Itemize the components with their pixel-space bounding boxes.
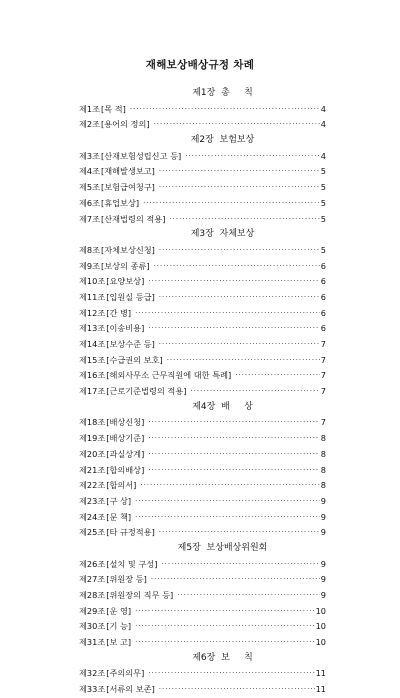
article-number: 제2조 [79, 119, 101, 130]
article-title: [배상기준] [106, 433, 145, 444]
toc-entry[interactable] [79, 557, 326, 573]
toc-entry[interactable] [79, 666, 326, 682]
dot-leader [135, 619, 315, 635]
article-number: 제5조 [79, 182, 101, 193]
article-title: [용어의 정의] [101, 119, 150, 130]
article-title: [설치 및 구성] [106, 558, 158, 569]
page-number: 5 [320, 213, 326, 224]
dot-leader [135, 635, 315, 651]
dot-leader [159, 180, 320, 196]
dot-leader [148, 274, 320, 290]
article-title: [수급권의 보호] [106, 354, 163, 365]
toc-entry[interactable] [79, 384, 326, 400]
page-number: 6 [320, 291, 326, 302]
chapter-heading: 제4장 배 상 [192, 401, 253, 412]
dot-leader [148, 463, 320, 479]
article-title: [보 고] [106, 637, 132, 648]
page-number: 7 [320, 370, 326, 381]
article-title: [운 영] [106, 605, 132, 616]
article-number: 제6조 [79, 197, 101, 208]
article-number: 제32조 [79, 668, 106, 679]
article-number: 제12조 [79, 307, 106, 318]
article-title: [목 적] [101, 103, 126, 114]
article-number: 제30조 [79, 621, 106, 632]
article-number: 제17조 [79, 386, 106, 397]
toc-entry[interactable] [79, 572, 326, 588]
dot-leader [167, 353, 320, 369]
article-number: 제33조 [79, 684, 106, 695]
article-number: 제18조 [79, 417, 106, 428]
page-number: 9 [320, 527, 326, 538]
article-number: 제27조 [79, 574, 106, 585]
article-number: 제14조 [79, 339, 106, 349]
article-title: [보험급여청구] [101, 182, 155, 193]
article-number: 제1조 [79, 103, 101, 114]
document-title: 재해보상배상규정 차례 [145, 59, 255, 71]
toc-entry[interactable] [79, 604, 326, 620]
page-number: 8 [320, 448, 326, 459]
article-number: 제13조 [79, 323, 106, 334]
article-number: 제16조 [79, 370, 106, 381]
article-number: 제22조 [79, 480, 106, 491]
toc-entry[interactable] [79, 525, 326, 541]
dot-leader [154, 117, 320, 133]
dot-leader [159, 243, 320, 259]
article-number: 제8조 [79, 244, 101, 255]
dot-leader [148, 431, 320, 447]
article-title: [산재보험성립신고 등] [101, 150, 182, 161]
toc-entry[interactable] [79, 510, 326, 526]
dot-leader [151, 572, 320, 588]
page-number: 7 [320, 386, 326, 397]
page-number: 8 [320, 433, 326, 444]
article-title: [주의의무] [106, 668, 145, 679]
page-number: 11 [315, 668, 326, 679]
article-title: [보상의 종류] [101, 260, 150, 271]
toc-entry[interactable] [79, 353, 326, 369]
toc-entry[interactable] [79, 212, 326, 228]
article-title: [위원장 등] [106, 574, 147, 585]
dot-leader [169, 212, 319, 228]
page-number: 8 [320, 464, 326, 475]
toc-entry[interactable] [79, 321, 326, 337]
page-number: 9 [320, 574, 326, 585]
article-number: 제10조 [79, 276, 106, 287]
chapter-heading: 제1장 총 칙 [192, 88, 253, 98]
page-number: 5 [320, 166, 326, 177]
page-number: 10 [315, 605, 326, 616]
dot-leader [130, 102, 320, 118]
dot-leader [148, 447, 320, 463]
article-title: [자체보상신청] [101, 244, 155, 255]
toc-entry[interactable] [79, 619, 326, 635]
toc-entry[interactable] [79, 478, 326, 494]
article-number: 제25조 [79, 527, 106, 538]
article-number: 제4조 [79, 166, 101, 177]
toc-entry[interactable] [79, 494, 326, 510]
article-number: 제24조 [79, 511, 106, 522]
page-number: 8 [320, 480, 326, 491]
page-number: 6 [320, 323, 326, 334]
article-title: [이송비용] [106, 323, 145, 334]
article-title: [간 병] [106, 307, 132, 318]
article-title: [타 규정적용] [106, 527, 155, 538]
article-number: 제11조 [79, 291, 106, 302]
article-number: 제26조 [79, 558, 106, 569]
table-of-contents [79, 86, 326, 698]
page-number: 4 [320, 150, 326, 161]
page-number: 9 [320, 495, 326, 506]
article-title: [해외사무소 근무직원에 대한 특례] [106, 370, 232, 381]
chapter-heading: 제5장 보상배상위원회 [177, 542, 268, 553]
toc-entry[interactable] [79, 368, 326, 384]
toc-entry[interactable] [79, 102, 326, 118]
toc-entry[interactable] [79, 259, 326, 275]
article-title: [합의서] [106, 480, 137, 491]
article-title: [근로기준법령의 적용] [106, 386, 187, 397]
page-number: 10 [315, 621, 326, 632]
article-title: [문 책] [106, 511, 132, 522]
page-number: 7 [320, 354, 326, 365]
toc-entry[interactable] [79, 149, 326, 165]
page-number: 10 [315, 637, 326, 648]
dot-leader [148, 415, 320, 431]
toc-entry[interactable] [79, 290, 326, 306]
toc-entry[interactable] [79, 463, 326, 479]
page-number: 5 [320, 182, 326, 193]
dot-leader [159, 290, 320, 306]
article-title: [요양보상] [106, 276, 145, 287]
dot-leader [235, 368, 320, 384]
page-number: 6 [320, 276, 326, 287]
article-title: [서류의 보존] [106, 684, 155, 695]
page-number: 11 [315, 684, 326, 695]
toc-entry[interactable] [79, 415, 326, 431]
page-number: 5 [320, 244, 326, 255]
dot-leader [148, 666, 314, 682]
dot-leader [154, 259, 320, 275]
toc-entry[interactable] [79, 588, 326, 604]
dot-leader [159, 682, 315, 698]
article-number: 제21조 [79, 464, 106, 475]
dot-leader [135, 510, 320, 526]
article-number: 제19조 [79, 433, 106, 444]
dot-leader [159, 337, 320, 353]
dot-leader [190, 384, 319, 400]
dot-leader [159, 164, 320, 180]
article-number: 제9조 [79, 260, 101, 271]
article-number: 제3조 [79, 150, 101, 161]
article-number: 제31조 [79, 637, 106, 648]
dot-leader [177, 588, 320, 604]
dot-leader [135, 604, 315, 620]
page-number: 5 [320, 197, 326, 208]
dot-leader [135, 306, 320, 322]
toc-entry[interactable] [79, 431, 326, 447]
article-title: [배상신청] [106, 417, 145, 428]
page-number: 7 [320, 339, 326, 349]
page-number: 4 [320, 119, 326, 130]
article-number: 제23조 [79, 495, 106, 506]
dot-leader [185, 149, 320, 165]
page-number: 4 [320, 103, 326, 114]
dot-leader [148, 321, 320, 337]
toc-entry[interactable] [79, 447, 326, 463]
article-title: [입원실 등급] [106, 291, 155, 302]
toc-entry[interactable] [79, 306, 326, 322]
dot-leader [159, 525, 320, 541]
toc-entry[interactable] [79, 243, 326, 259]
article-number: 제28조 [79, 590, 106, 600]
article-title: [기 능] [106, 621, 132, 632]
dot-leader [143, 196, 320, 212]
dot-leader [140, 478, 319, 494]
page-number: 7 [320, 417, 326, 428]
article-number: 제20조 [79, 448, 106, 459]
dot-leader [161, 557, 319, 573]
page-number: 6 [320, 307, 326, 318]
toc-entry[interactable] [79, 164, 326, 180]
page-number: 9 [320, 558, 326, 569]
chapter-heading: 제6장 보 칙 [192, 652, 253, 663]
toc-entry[interactable] [79, 635, 326, 651]
article-title: [재해발생보고] [101, 166, 155, 177]
page-number: 9 [320, 590, 326, 600]
page-number: 9 [320, 511, 326, 522]
toc-entry[interactable] [79, 682, 326, 698]
page-number: 6 [320, 260, 326, 271]
article-number: 제15조 [79, 354, 106, 365]
article-title: [산재법령의 적용] [101, 213, 166, 224]
article-title: [위원장의 직무 등] [106, 590, 174, 600]
article-title: [구 상] [106, 495, 132, 506]
toc-entry[interactable] [79, 117, 326, 133]
toc-entry[interactable] [79, 180, 326, 196]
chapter-heading: 제2장 보험보상 [190, 135, 255, 146]
article-number: 제7조 [79, 213, 101, 224]
article-title: [합의배상] [106, 464, 145, 475]
toc-entry[interactable] [79, 196, 326, 212]
article-title: [과실상계] [106, 448, 145, 459]
article-title: [휴업보상] [101, 197, 140, 208]
chapter-heading: 제3장 자체보상 [190, 229, 255, 240]
article-title: [보상수준 등] [106, 339, 155, 349]
dot-leader [135, 494, 320, 510]
toc-entry[interactable] [79, 337, 326, 353]
toc-entry[interactable] [79, 274, 326, 290]
article-number: 제29조 [79, 605, 106, 616]
